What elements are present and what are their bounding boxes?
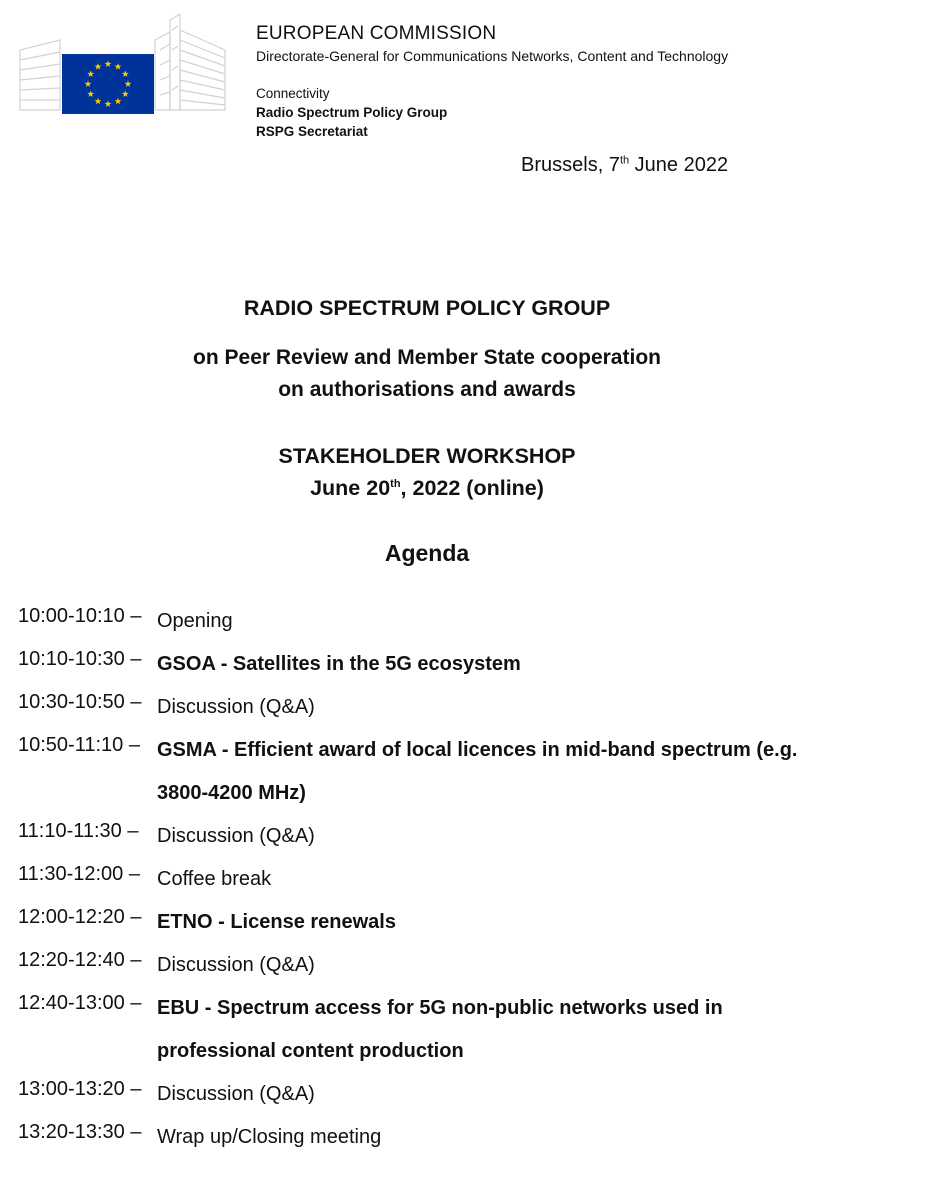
agenda-text: EBU - Spectrum access for 5G non-public networks used in professional content production bbox=[157, 997, 723, 1062]
workshop-title: STAKEHOLDER WORKSHOP June 20th, 2022 (online) bbox=[0, 440, 854, 504]
agenda-time: 13:00-13:20 – bbox=[18, 1078, 142, 1100]
european-commission-logo bbox=[15, 10, 240, 120]
agenda-item bbox=[18, 1116, 918, 1159]
agenda-text: GSOA - Satellites in the 5G ecosystem bbox=[157, 653, 521, 675]
agenda-item bbox=[18, 729, 918, 815]
agenda-item bbox=[18, 858, 918, 901]
agenda-item bbox=[18, 944, 918, 987]
agenda-item bbox=[18, 815, 918, 858]
secretariat: RSPG Secretariat bbox=[256, 124, 368, 139]
agenda-time: 11:10-11:30 – bbox=[18, 820, 139, 842]
agenda-text: Discussion (Q&A) bbox=[157, 825, 315, 847]
agenda-time: 11:30-12:00 – bbox=[18, 863, 140, 885]
agenda-item bbox=[18, 987, 918, 1073]
org-name: EUROPEAN COMMISSION bbox=[256, 23, 497, 44]
header-block bbox=[256, 22, 728, 141]
agenda-list bbox=[18, 600, 918, 1159]
agenda-title: Agenda bbox=[384, 540, 470, 566]
group: Radio Spectrum Policy Group bbox=[256, 105, 448, 120]
agenda-time: 13:20-13:30 – bbox=[18, 1121, 142, 1143]
document-date: Brussels, 7th June 2022 bbox=[521, 154, 729, 176]
agenda-item bbox=[18, 643, 918, 686]
agenda-item bbox=[18, 686, 918, 729]
agenda-text: Discussion (Q&A) bbox=[157, 1083, 315, 1105]
agenda-item bbox=[18, 901, 918, 944]
agenda-time: 10:10-10:30 – bbox=[18, 648, 142, 670]
agenda-text: Opening bbox=[157, 610, 233, 632]
agenda-time: 10:50-11:10 – bbox=[18, 734, 140, 756]
agenda-text: ETNO - License renewals bbox=[157, 911, 396, 933]
agenda-item bbox=[18, 600, 918, 643]
agenda-time: 10:00-10:10 – bbox=[18, 605, 142, 627]
agenda-item bbox=[18, 1073, 918, 1116]
agenda-text: Wrap up/Closing meeting bbox=[157, 1126, 382, 1148]
page-title: RADIO SPECTRUM POLICY GROUP bbox=[243, 296, 611, 320]
directorate: Directorate-General for Communications Networks, Content and Technology bbox=[256, 48, 729, 64]
agenda-text: Coffee break bbox=[157, 868, 272, 890]
page-subtitle: on Peer Review and Member State cooperation on authorisations and awards bbox=[193, 346, 661, 401]
unit: Connectivity bbox=[256, 86, 330, 101]
agenda-text: Discussion (Q&A) bbox=[157, 954, 315, 976]
agenda-time: 12:20-12:40 – bbox=[18, 949, 142, 971]
agenda-time: 12:40-13:00 – bbox=[18, 992, 142, 1014]
agenda-text: GSMA - Efficient award of local licences in mid-band spectrum (e.g. 3800-4200 MHz) bbox=[157, 739, 798, 804]
agenda-time: 10:30-10:50 – bbox=[18, 691, 142, 713]
agenda-text: Discussion (Q&A) bbox=[157, 696, 315, 718]
agenda-time: 12:00-12:20 – bbox=[18, 906, 142, 928]
workshop-date: June 20th, 2022 (online) bbox=[310, 476, 544, 500]
